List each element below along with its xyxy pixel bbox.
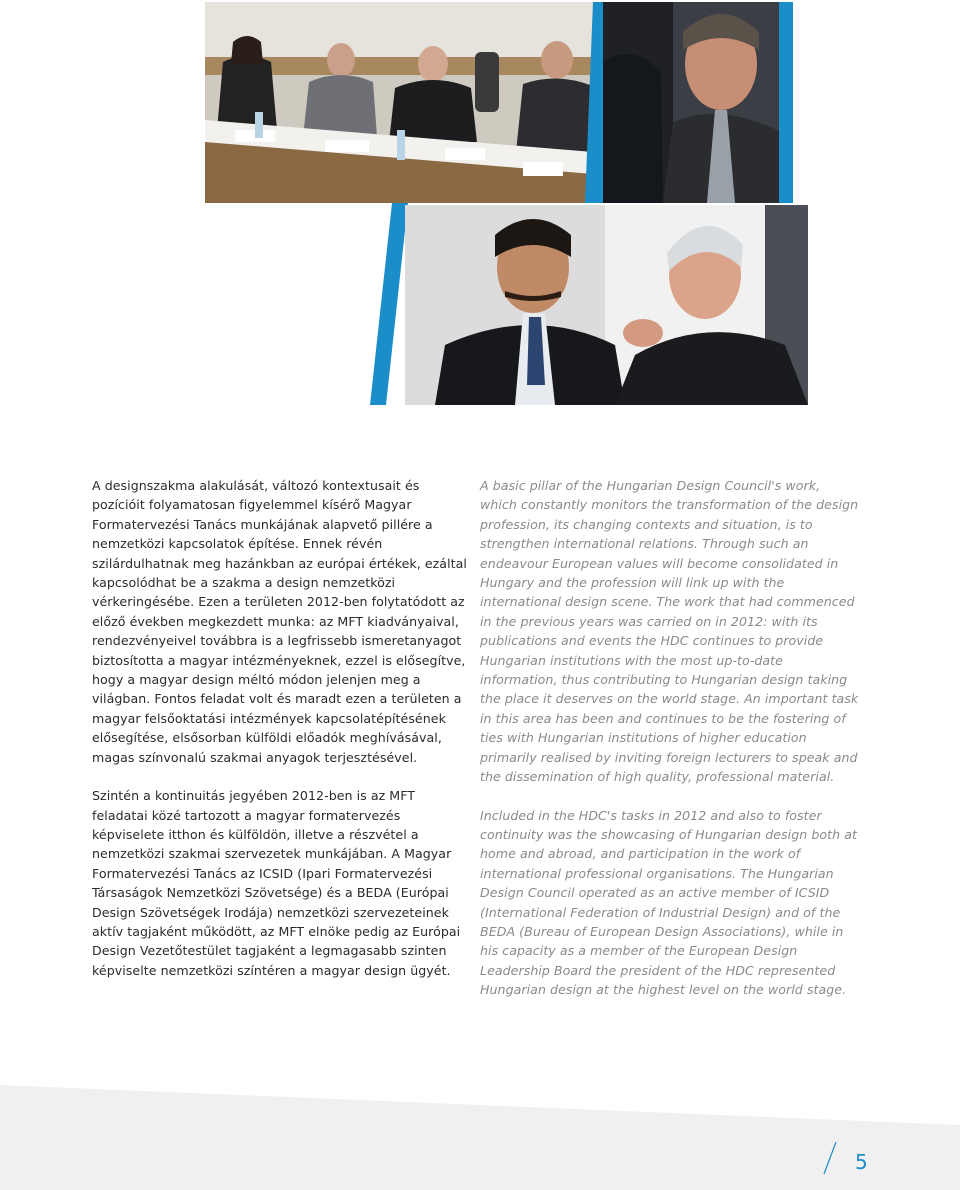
page-number: 5: [855, 1150, 868, 1174]
two-men-conversation-photo: [405, 205, 808, 405]
hungarian-text-column: [92, 476, 472, 980]
meeting-table-photo: [205, 2, 593, 203]
hu-paragraph-2: Szintén a kontinuitás jegyében 2012-ben is az MFT feladatai közé tartozott a magyar formatervezés képviselete itthon és külföldön, illetve a részvétel a nemzetközi szakmai szervezetek munkájában. A Magyar Formatervezési Tanács az ICSID (Ipari Formatervezési Társaságok Nemzetközi Szövetsége) és a BEDA (Európai Design Szövetségek Irodája) nemzetközi szervezeteinek aktív tagjaként működött, az MFT elnöke pedig az Európai Design Vezetőtestület tagjaként a legmagasabb szinten képviselte nemzetközi színtéren a magyar design ügyét.: [92, 788, 461, 978]
hu-paragraph-1: A designszakma alakulását, változó kontextusait és pozícióit folyamatosan figyelemmel kísérő Magyar Formatervezési Tanács munkájának alapvető pillére a nemzetközi kapcsolatok építése. Ennek révén szilárdulhatnak meg hazánkban az európai értékek, ezáltal kapcsolódhat be a szakma a design nemzetközi vérkeringésébe. Ezen a területen 2012-ben folytatódott az előző években megkezdett munka: az MFT kiadványaival, rendezvényeivel továbbra is a legfrissebb ismeretanyagot biztosította a magyar intézményeknek, ezzel is elősegítve, hogy a magyar design méltó módon jelenjen meg a világban. Fontos feladat volt és maradt ezen a területen a magyar felsőoktatási intézmények kapcsolatépítésének elősegítése, elsősorban külföldi előadók meghívásával, magas színvonalú szakmai anyagok terjesztésével.: [92, 478, 467, 765]
accent-stripe-left: [370, 203, 408, 405]
en-paragraph-1: A basic pillar of the Hungarian Design Council's work, which constantly monitors the transformation of the design profession, its changing contexts and situation, is to strengthen international relations. Through such an endeavour European values will become consolidated in Hungary and the profession will link up with the international design scene. The work that had commenced in the previous years was carried on in 2012: with its publications and events the HDC continues to provide Hungarian institutions with the most up-to-date information, thus contributing to Hungarian design taking the place it deserves on the world stage. An important task in this area has been and continues to be the fostering of ties with Hungarian institutions of higher education primarily realised by inviting foreign lecturers to speak and the dissemination of high quality, professional material.: [480, 478, 859, 785]
footer-band: [0, 1085, 960, 1190]
en-paragraph-2: Included in the HDC's tasks in 2012 and also to foster continuity was the showcasing of Hungarian design both at home and abroad, and participation in the work of international professional organisations. The Hungarian Design Council operated as an active member of ICSID (International Federation of Industrial Design) and of the BEDA (Bureau of European Design Associations), while in his capacity as a member of the European Design Leadership Board the president of the HDC represented Hungarian design at the highest level on the world stage.: [480, 807, 857, 998]
english-text-column: [480, 476, 860, 1000]
page-number-slash-icon: [820, 1140, 840, 1176]
man-glasses-closeup-photo: [603, 2, 793, 203]
